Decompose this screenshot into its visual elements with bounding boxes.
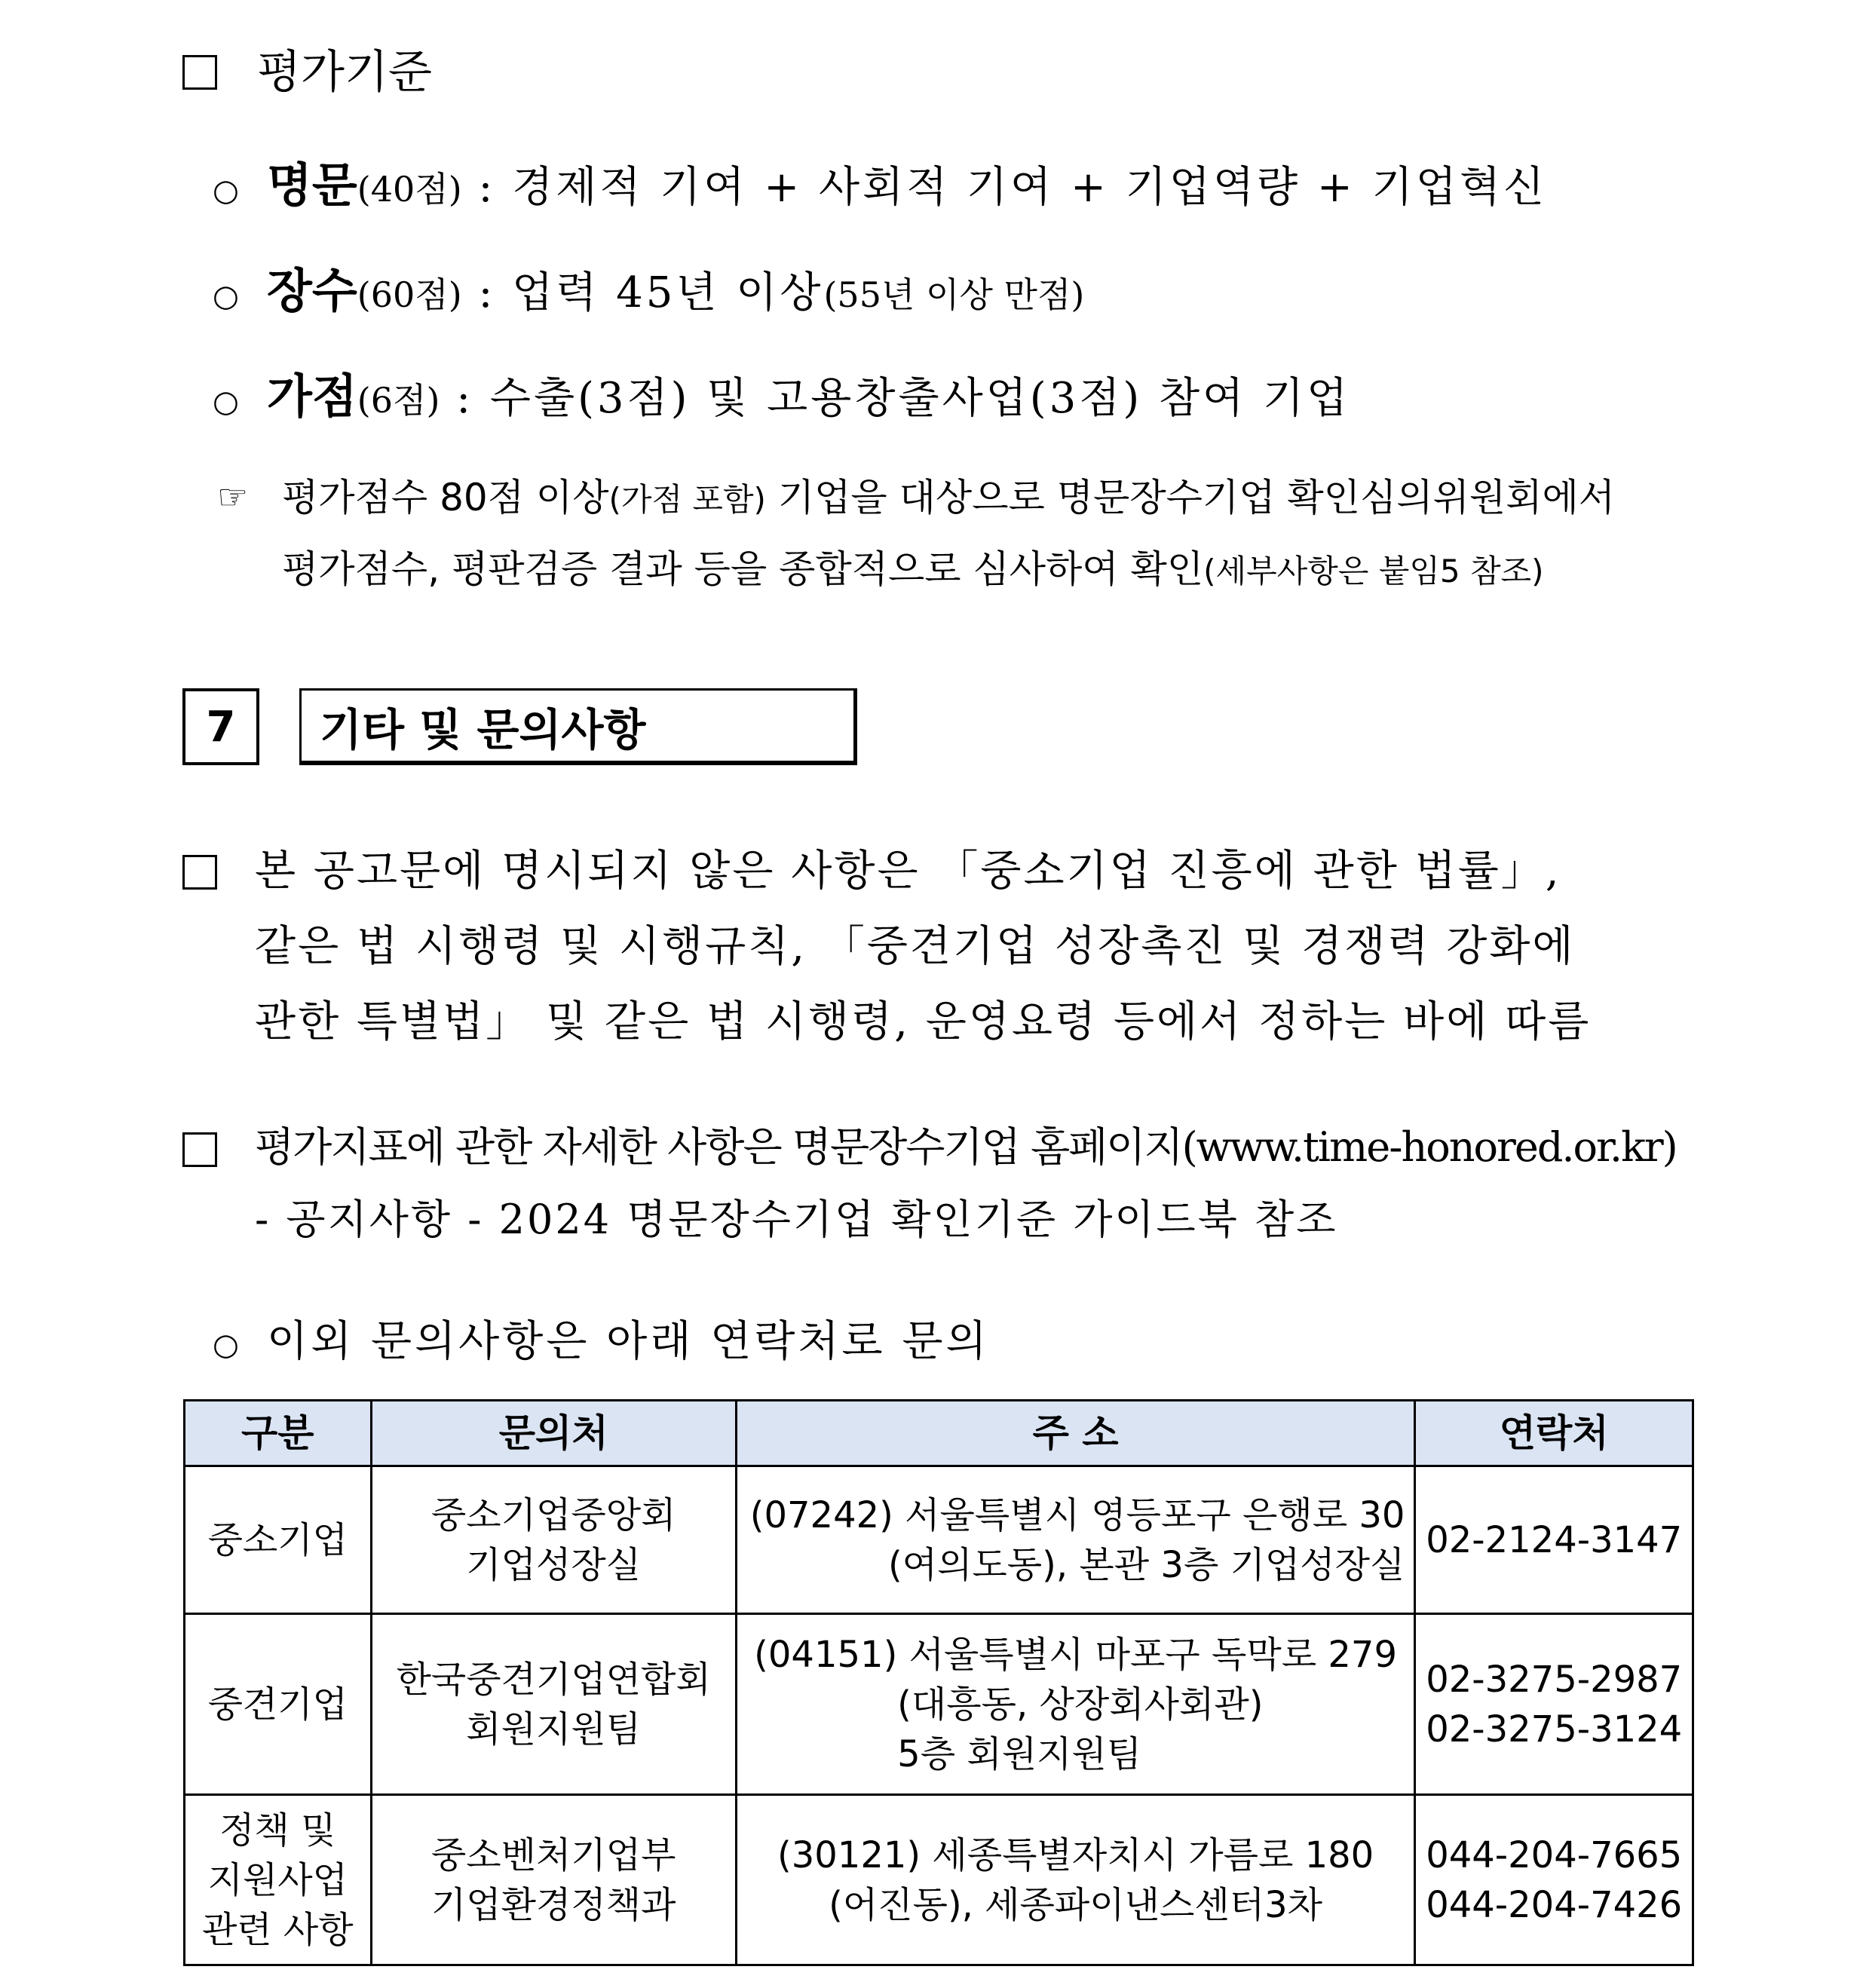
note-line-2-a: 평가점수, 평판검증 결과 등을 종합적으로 심사하여 확인	[282, 547, 1204, 591]
contacts-table	[183, 1399, 1694, 1966]
bullet-text: : 경제적 기여 + 사회적 기여 + 기업역량 + 기업혁신	[461, 163, 1548, 212]
bullet-term: 명문	[267, 158, 357, 213]
circle-bullet-icon: ○	[213, 173, 239, 208]
note-line-1-b: (가점 포함)	[608, 481, 766, 518]
paragraph-line: 평가지표에 관한 자세한 사항은 명문장수기업 홈페이지(www.time-honored.or.kr)	[255, 1123, 1677, 1171]
note-line-1	[282, 463, 1615, 535]
paragraph-line: 같은 법 시행령 및 시행규칙, 「중견기업 성장촉진 및 경쟁력 강화에	[255, 922, 1576, 971]
checkbox-square-icon	[182, 855, 217, 890]
header-address: 주 소	[736, 1401, 1415, 1466]
criteria-heading	[182, 39, 432, 103]
checkbox-square-icon	[182, 1132, 217, 1167]
cell-org: 한국중견기업연합회 회원지원팀	[371, 1614, 736, 1795]
cell-address: (04151) 서울특별시 마포구 독막로 279 (대흥동, 상장회사회관) 5층 회원지원팀	[736, 1614, 1415, 1795]
paragraph-line: 관한 특별법」 및 같은 법 시행령, 운영요령 등에서 정하는 바에 따름	[255, 997, 1592, 1046]
criteria-bullet-2	[213, 261, 1084, 326]
bullet-score: (60점)	[357, 274, 462, 315]
contact-bullet	[213, 1312, 990, 1375]
bullet-score: (40점)	[357, 169, 462, 210]
table-row	[185, 1795, 1693, 1965]
cell-phone: 02-3275-2987 02-3275-3124	[1415, 1614, 1693, 1795]
criteria-note	[282, 463, 1615, 606]
cell-category: 정책 및 지원사업 관련 사항	[185, 1795, 372, 1965]
criteria-bullet-1	[213, 155, 1547, 221]
note-line-1-a: 평가점수 80점 이상	[282, 476, 609, 519]
pointing-hand-icon: ☞	[217, 476, 249, 517]
table-header-row	[185, 1401, 1693, 1466]
note-line-2-b: (세부사항은 붙임5 참조)	[1203, 553, 1544, 590]
cell-address: (30121) 세종특별자치시 가름로 180 (어진동), 세종파이낸스센터3차	[736, 1795, 1415, 1965]
cell-org: 중소기업중앙회 기업성장실	[371, 1466, 736, 1614]
section-number: 7	[182, 688, 259, 765]
note-line-2	[282, 535, 1615, 606]
bullet-text: : 업력 45년 이상	[461, 268, 824, 317]
table-row	[185, 1614, 1693, 1795]
cell-phone: 044-204-7665 044-204-7426	[1415, 1795, 1693, 1965]
criteria-bullet-3	[213, 366, 1350, 432]
circle-bullet-icon: ○	[213, 1327, 239, 1362]
bullet-term: 장수	[267, 263, 357, 318]
bullet-term: 가점	[267, 369, 357, 424]
cell-address: (07242) 서울특별시 영등포구 은행로 30 (여의도동), 본관 3층 기업성장실	[736, 1466, 1415, 1614]
section-title: 기타 및 문의사항	[299, 688, 857, 765]
cell-phone: 02-2124-3147	[1415, 1466, 1693, 1614]
contact-bullet-text: 이외 문의사항은 아래 연락처로 문의	[267, 1317, 990, 1366]
cell-org: 중소벤처기업부 기업환경정책과	[371, 1795, 736, 1965]
cell-category: 중소기업	[185, 1466, 372, 1614]
cell-category: 중견기업	[185, 1614, 372, 1795]
bullet-text: : 수출(3점) 및 고용창출사업(3점) 참여 기업	[440, 374, 1351, 423]
bullet-extra: (55년 이상 만점)	[823, 274, 1085, 315]
paragraph-guidebook	[255, 1111, 1677, 1256]
circle-bullet-icon: ○	[213, 278, 239, 314]
checkbox-square-icon	[182, 55, 217, 90]
circle-bullet-icon: ○	[213, 384, 239, 419]
paragraph-line: - 공지사항 - 2024 명문장수기업 확인기준 가이드북 참조	[255, 1196, 1338, 1243]
bullet-score: (6점)	[357, 380, 440, 421]
paragraph-law	[255, 834, 1591, 1060]
table-row	[185, 1466, 1693, 1614]
header-category: 구분	[185, 1401, 372, 1466]
criteria-heading-text: 평가기준	[257, 46, 432, 100]
header-org: 문의처	[371, 1401, 736, 1466]
note-line-1-c: 기업을 대상으로 명문장수기업 확인심의위원회에서	[765, 476, 1616, 519]
paragraph-line: 본 공고문에 명시되지 않은 사항은 「중소기업 진흥에 관한 법률」,	[255, 847, 1561, 896]
header-phone: 연락처	[1415, 1401, 1693, 1466]
